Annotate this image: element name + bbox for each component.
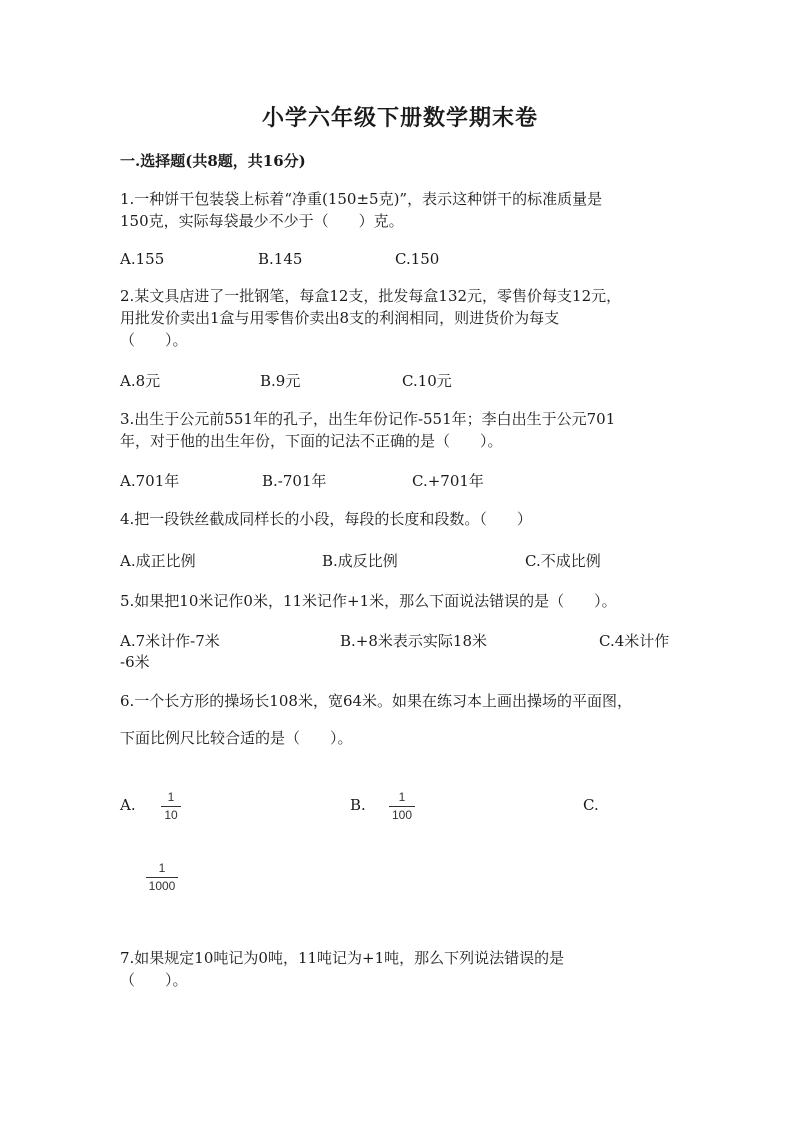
fraction-bar <box>389 806 415 807</box>
question-5-option-b[interactable]: B.+8米表示实际18米 <box>340 632 487 650</box>
question-4-option-c[interactable]: C.不成比例 <box>525 552 601 570</box>
question-5-option-a[interactable]: A.7米计作-7米 <box>120 632 220 650</box>
question-1-option-a[interactable]: A.155 <box>120 250 165 268</box>
fraction-1-1000 <box>143 861 181 893</box>
question-4-line-1: 4.把一段铁丝截成同样长的小段，每段的长度和段数。（ ） <box>120 510 532 528</box>
fraction-1-10 <box>158 790 184 822</box>
fraction-bar <box>161 806 181 807</box>
question-6-line-2: 下面比例尺比较合适的是（ ）。 <box>120 729 353 747</box>
fraction-bar <box>146 877 178 878</box>
fraction-denominator: 10 <box>164 808 178 822</box>
question-3-option-a[interactable]: A.701年 <box>120 472 180 490</box>
question-5-line-1: 5.如果把10米记作0米，11米记作+1米，那么下面说法错误的是（ ）。 <box>120 592 617 610</box>
question-2-option-a[interactable]: A.8元 <box>120 372 161 390</box>
fraction-1-100 <box>386 790 418 822</box>
question-3-option-c[interactable]: C.+701年 <box>412 472 484 490</box>
question-2-option-c[interactable]: C.10元 <box>402 372 452 390</box>
question-4-option-a[interactable]: A.成正比例 <box>120 552 196 570</box>
question-6-line-1: 6.一个长方形的操场长108米，宽64米。如果在练习本上画出操场的平面图， <box>120 692 633 710</box>
question-2-line-2: 用批发价卖出1盒与用零售价卖出8支的利润相同，则进货价为每支 <box>120 309 560 327</box>
question-2-line-3: （ ）。 <box>120 331 188 349</box>
page-title: 小学六年级下册数学期末卷 <box>261 105 538 131</box>
question-4-option-b[interactable]: B.成反比例 <box>322 552 398 570</box>
fraction-numerator: 1 <box>158 861 166 875</box>
section-heading: 一.选择题(共8题，共16分) <box>120 152 306 170</box>
question-6-option-b[interactable]: B. <box>350 796 366 814</box>
question-2-option-b[interactable]: B.9元 <box>260 372 301 390</box>
question-1-line-1: 1.一种饼干包装袋上标着“净重(150±5克)”，表示这种饼干的标准质量是 <box>120 190 603 208</box>
question-6-option-c[interactable]: C. <box>583 796 599 814</box>
question-7-line-2: （ ）。 <box>120 971 188 989</box>
question-1-line-2: 150克，实际每袋最少不少于（ ）克。 <box>120 212 404 230</box>
question-1-option-b[interactable]: B.145 <box>258 250 303 268</box>
question-7-line-1: 7.如果规定10吨记为0吨，11吨记为+1吨，那么下列说法错误的是 <box>120 949 565 967</box>
fraction-numerator: 1 <box>167 790 175 804</box>
question-2-line-1: 2.某文具店进了一批钢笔，每盒12支，批发每盒132元，零售价每支12元， <box>120 287 622 305</box>
question-3-line-2: 年，对于他的出生年份，下面的记法不正确的是（ ）。 <box>120 432 503 450</box>
fraction-denominator: 100 <box>391 808 413 822</box>
question-6-option-a[interactable]: A. <box>120 796 136 814</box>
question-1-option-c[interactable]: C.150 <box>395 250 440 268</box>
question-5-option-c-continued: -6米 <box>120 653 150 671</box>
question-3-option-b[interactable]: B.-701年 <box>262 472 327 490</box>
question-3-line-1: 3.出生于公元前551年的孔子，出生年份记作-551年；李白出生于公元701 <box>120 410 616 428</box>
question-5-option-c[interactable]: C.4米计作 <box>599 632 670 650</box>
fraction-numerator: 1 <box>398 790 406 804</box>
fraction-denominator: 1000 <box>148 879 176 893</box>
